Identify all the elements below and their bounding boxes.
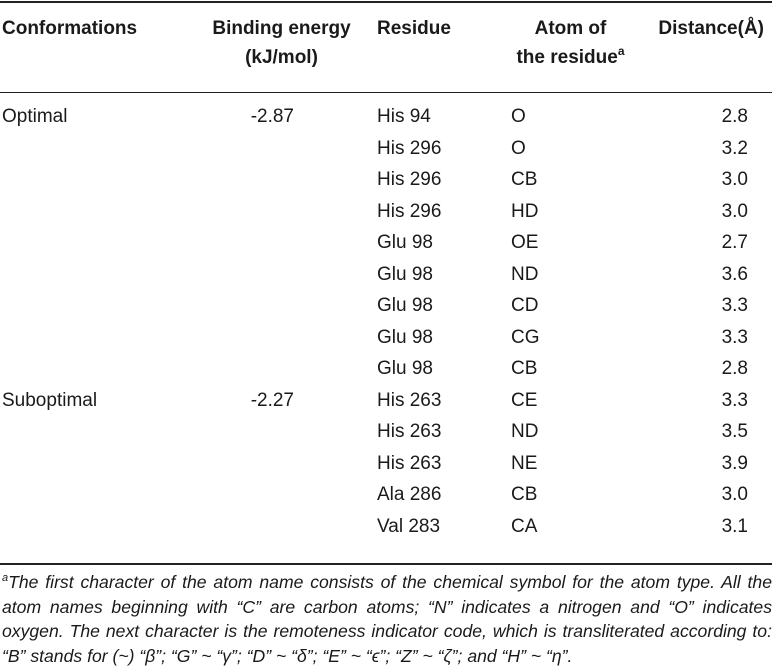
cell-conformation (0, 416, 190, 448)
cell-residue: Val 283 (377, 515, 441, 537)
table-row (0, 385, 772, 417)
header-footnote-mark: a (617, 44, 625, 58)
header-row (0, 0, 772, 92)
cell-residue: Glu 98 (377, 263, 433, 285)
cell-distance: 3.0 (721, 200, 748, 222)
cell-binding-energy (190, 259, 373, 291)
header-binding-energy-line2: (kJ/mol) (245, 47, 318, 68)
table-row (0, 259, 772, 291)
table-row (0, 511, 772, 543)
cell-conformation (0, 322, 190, 354)
cell-binding-energy (190, 448, 373, 480)
cell-distance: 3.2 (721, 137, 748, 159)
cell-distance: 2.8 (721, 358, 748, 379)
table-row (0, 448, 772, 480)
cell-residue: His 263 (377, 421, 442, 442)
cell-atom: ND (511, 421, 539, 442)
cell-binding-energy: -2.27 (250, 389, 294, 411)
header-binding-energy (190, 0, 373, 92)
header-atom-line2: the residue (516, 47, 618, 68)
cell-conformation (0, 164, 190, 196)
cell-atom: CB (511, 484, 538, 505)
cell-distance: 3.5 (721, 421, 748, 442)
bottom-rule (0, 563, 772, 565)
footnote-mark: a (2, 572, 9, 584)
cell-binding-energy: -2.87 (250, 106, 294, 127)
cell-binding-energy (190, 416, 373, 448)
cell-binding-energy (190, 322, 373, 354)
cell-residue: Ala 286 (377, 484, 442, 505)
cell-conformation (0, 133, 190, 165)
cell-conformation: Optimal (2, 106, 68, 127)
cell-atom: CG (511, 326, 540, 348)
cell-conformation (0, 448, 190, 480)
cell-residue: His 296 (377, 169, 442, 190)
cell-residue: His 263 (377, 452, 442, 474)
header-residue: Residue (377, 18, 451, 39)
header-atom (490, 0, 651, 92)
cell-distance: 3.3 (721, 295, 748, 316)
cell-distance: 3.9 (721, 452, 748, 474)
cell-binding-energy (190, 479, 373, 511)
cell-binding-energy (190, 511, 373, 543)
cell-distance: 3.3 (721, 389, 748, 411)
cell-binding-energy (190, 133, 373, 165)
cell-binding-energy (190, 227, 373, 259)
table-row (0, 353, 772, 385)
cell-conformation (0, 353, 190, 385)
table-row (0, 196, 772, 228)
cell-residue: His 263 (377, 389, 442, 411)
cell-atom: CB (511, 169, 538, 190)
cell-distance: 2.8 (721, 106, 748, 127)
cell-distance: 2.7 (721, 232, 748, 253)
header-distance: Distance(Å) (658, 18, 764, 39)
cell-residue: His 94 (377, 106, 431, 127)
table-row (0, 92, 772, 133)
table-row (0, 290, 772, 322)
cell-atom: O (511, 137, 526, 159)
cell-distance: 3.1 (721, 515, 748, 537)
cell-distance: 3.0 (721, 169, 748, 190)
cell-residue: His 296 (377, 137, 442, 159)
header-conformations: Conformations (2, 18, 138, 39)
table-row (0, 416, 772, 448)
cell-binding-energy (190, 290, 373, 322)
cell-residue: His 296 (377, 200, 442, 222)
table-row (0, 479, 772, 511)
cell-conformation (0, 259, 190, 291)
cell-conformation (0, 511, 190, 543)
cell-conformation (0, 196, 190, 228)
cell-atom: ND (511, 263, 539, 285)
cell-residue: Glu 98 (377, 295, 433, 316)
cell-distance: 3.6 (721, 263, 748, 285)
header-atom-line1: Atom of (534, 18, 607, 39)
cell-distance: 3.0 (721, 484, 748, 505)
table-row (0, 227, 772, 259)
cell-binding-energy (190, 353, 373, 385)
table-row (0, 133, 772, 165)
cell-conformation (0, 290, 190, 322)
cell-conformation (0, 479, 190, 511)
cell-atom: HD (511, 200, 539, 222)
footnote-text: The first character of the atom name consists of the chemical symbol for the atom type. All the atom names beginning with “C” are carbon atoms; “N” indicates a nitrogen and “O” indicates oxygen. The next character is the remoteness indicator code, which is transliterated according to: “B” stands for (~) “β”; “G” ~ “γ”; “D” ~ “δ”; “E” ~ “ϵ”; “Z” ~ “ζ”; and “H” ~ “η”. (2, 572, 772, 666)
cell-atom: NE (511, 452, 538, 474)
cell-atom: OE (511, 232, 539, 253)
cell-conformation: Suboptimal (2, 389, 98, 411)
cell-atom: CE (511, 389, 538, 411)
cell-binding-energy (190, 164, 373, 196)
cell-distance: 3.3 (721, 326, 748, 348)
table-row (0, 164, 772, 196)
cell-residue: Glu 98 (377, 232, 433, 253)
cell-residue: Glu 98 (377, 358, 433, 379)
cell-atom: CB (511, 358, 538, 379)
cell-atom: CD (511, 295, 539, 316)
cell-atom: CA (511, 515, 538, 537)
table-footnote (2, 570, 772, 668)
cell-residue: Glu 98 (377, 326, 433, 348)
table-row (0, 322, 772, 354)
cell-binding-energy (190, 196, 373, 228)
header-binding-energy-line1: Binding energy (212, 18, 351, 39)
cell-conformation (0, 227, 190, 259)
cell-atom: O (511, 106, 526, 127)
table-body (0, 92, 772, 542)
